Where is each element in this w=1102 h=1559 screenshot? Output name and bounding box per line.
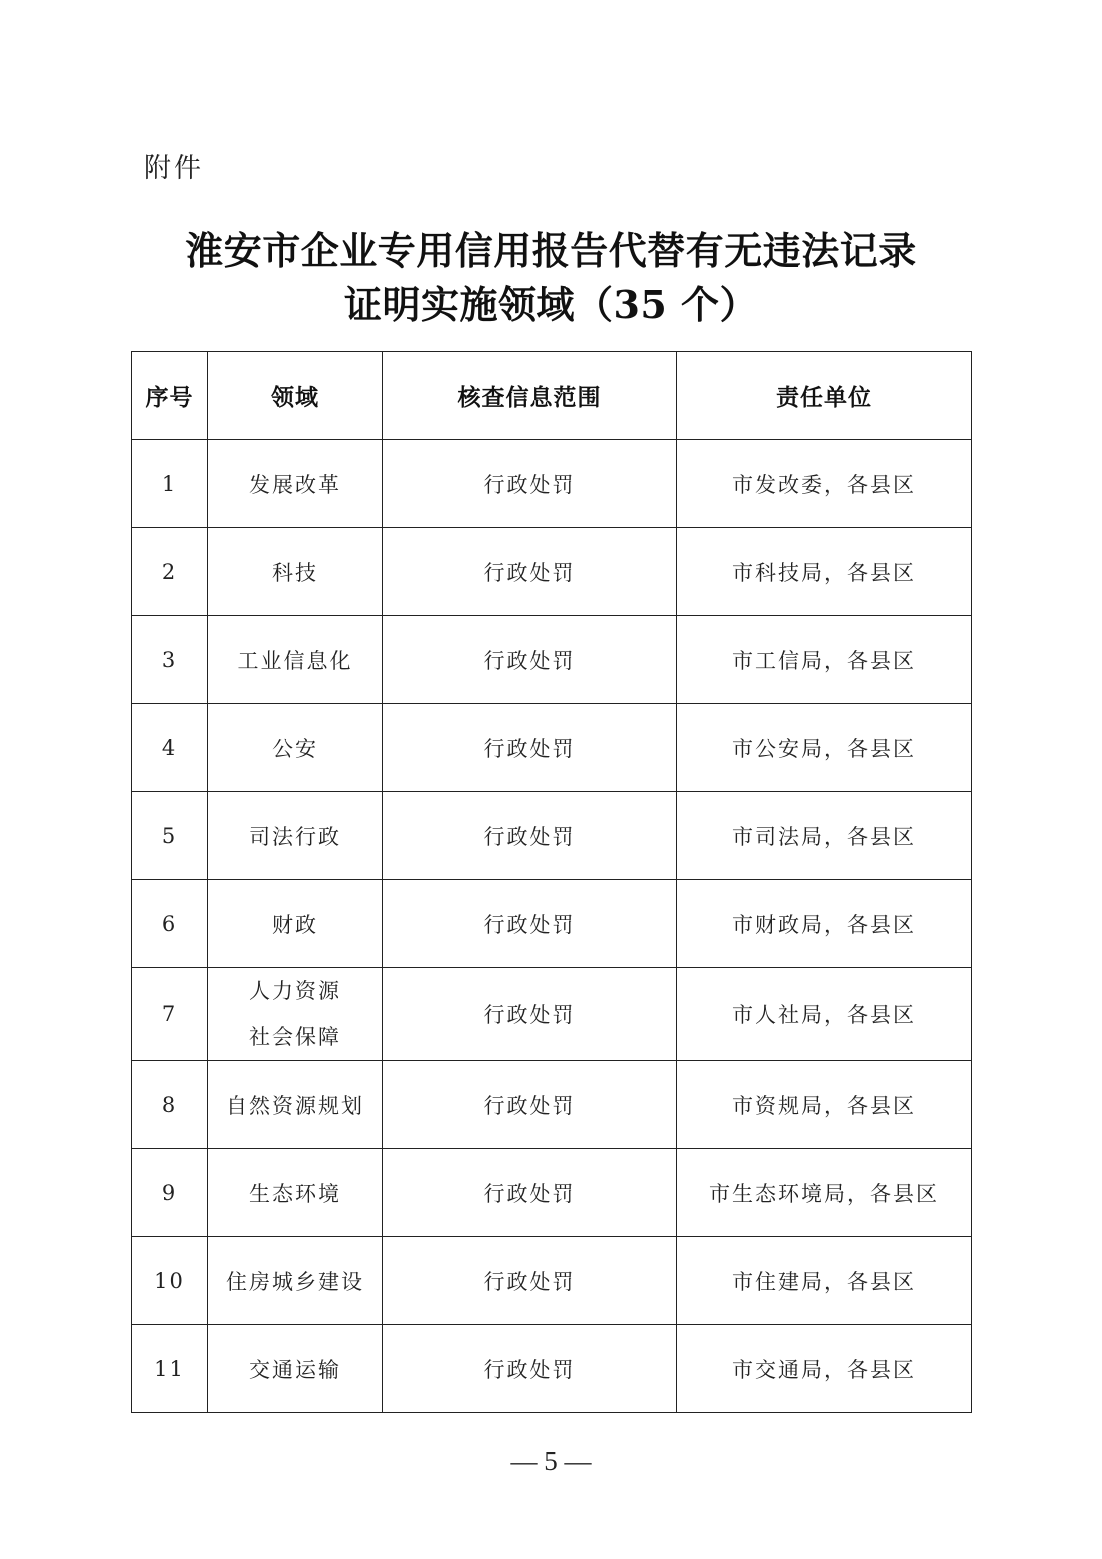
row-scope: 行政处罚 xyxy=(383,528,677,616)
row-scope: 行政处罚 xyxy=(383,616,677,704)
row-scope: 行政处罚 xyxy=(383,1325,677,1413)
row-index: 3 xyxy=(132,616,208,704)
row-index: 8 xyxy=(132,1061,208,1149)
row-scope: 行政处罚 xyxy=(383,968,677,1061)
table-row xyxy=(132,968,972,1061)
table-row xyxy=(132,440,972,528)
row-scope: 行政处罚 xyxy=(383,792,677,880)
domain-table xyxy=(131,351,972,1413)
row-index: 6 xyxy=(132,880,208,968)
row-domain-line-2: 社会保障 xyxy=(249,1025,341,1049)
table-header-row xyxy=(132,352,972,440)
row-domain: 交通运输 xyxy=(208,1325,383,1413)
row-scope: 行政处罚 xyxy=(383,880,677,968)
row-unit: 市司法局，各县区 xyxy=(677,792,972,880)
row-unit: 市住建局，各县区 xyxy=(677,1237,972,1325)
table-row xyxy=(132,1149,972,1237)
row-scope: 行政处罚 xyxy=(383,704,677,792)
row-scope: 行政处罚 xyxy=(383,1061,677,1149)
row-domain xyxy=(208,968,383,1061)
row-domain-line-1: 人力资源 xyxy=(249,979,341,1003)
row-unit: 市科技局，各县区 xyxy=(677,528,972,616)
row-scope: 行政处罚 xyxy=(383,440,677,528)
row-unit: 市发改委，各县区 xyxy=(677,440,972,528)
row-domain: 工业信息化 xyxy=(208,616,383,704)
document-title-line-2: 证明实施领域（35 个） xyxy=(343,282,759,327)
row-index: 5 xyxy=(132,792,208,880)
row-index: 11 xyxy=(132,1325,208,1413)
page-number: — 5 — xyxy=(510,1446,592,1476)
table-row xyxy=(132,1061,972,1149)
row-domain: 财政 xyxy=(208,880,383,968)
header-scope: 核查信息范围 xyxy=(383,352,677,440)
row-unit: 市公安局，各县区 xyxy=(677,704,972,792)
row-unit: 市资规局，各县区 xyxy=(677,1061,972,1149)
row-unit: 市工信局，各县区 xyxy=(677,616,972,704)
row-index: 2 xyxy=(132,528,208,616)
row-index: 1 xyxy=(132,440,208,528)
table-row xyxy=(132,528,972,616)
document-title-line-1: 淮安市企业专用信用报告代替有无违法记录 xyxy=(185,228,917,273)
row-domain: 科技 xyxy=(208,528,383,616)
row-unit: 市财政局，各县区 xyxy=(677,880,972,968)
table-row xyxy=(132,880,972,968)
table-row xyxy=(132,1325,972,1413)
row-unit: 市生态环境局，各县区 xyxy=(677,1149,972,1237)
row-domain: 公安 xyxy=(208,704,383,792)
row-scope: 行政处罚 xyxy=(383,1149,677,1237)
header-index: 序号 xyxy=(132,352,208,440)
attachment-label: 附件 xyxy=(144,153,204,184)
table-row xyxy=(132,616,972,704)
row-scope: 行政处罚 xyxy=(383,1237,677,1325)
header-unit: 责任单位 xyxy=(677,352,972,440)
row-domain: 发展改革 xyxy=(208,440,383,528)
table-row xyxy=(132,792,972,880)
row-index: 9 xyxy=(132,1149,208,1237)
row-index: 7 xyxy=(132,968,208,1061)
row-unit: 市交通局，各县区 xyxy=(677,1325,972,1413)
row-domain: 自然资源规划 xyxy=(208,1061,383,1149)
header-domain: 领域 xyxy=(208,352,383,440)
row-domain: 司法行政 xyxy=(208,792,383,880)
row-index: 10 xyxy=(132,1237,208,1325)
row-domain: 生态环境 xyxy=(208,1149,383,1237)
table-row xyxy=(132,704,972,792)
row-index: 4 xyxy=(132,704,208,792)
row-unit: 市人社局，各县区 xyxy=(677,968,972,1061)
row-domain: 住房城乡建设 xyxy=(208,1237,383,1325)
table-row xyxy=(132,1237,972,1325)
